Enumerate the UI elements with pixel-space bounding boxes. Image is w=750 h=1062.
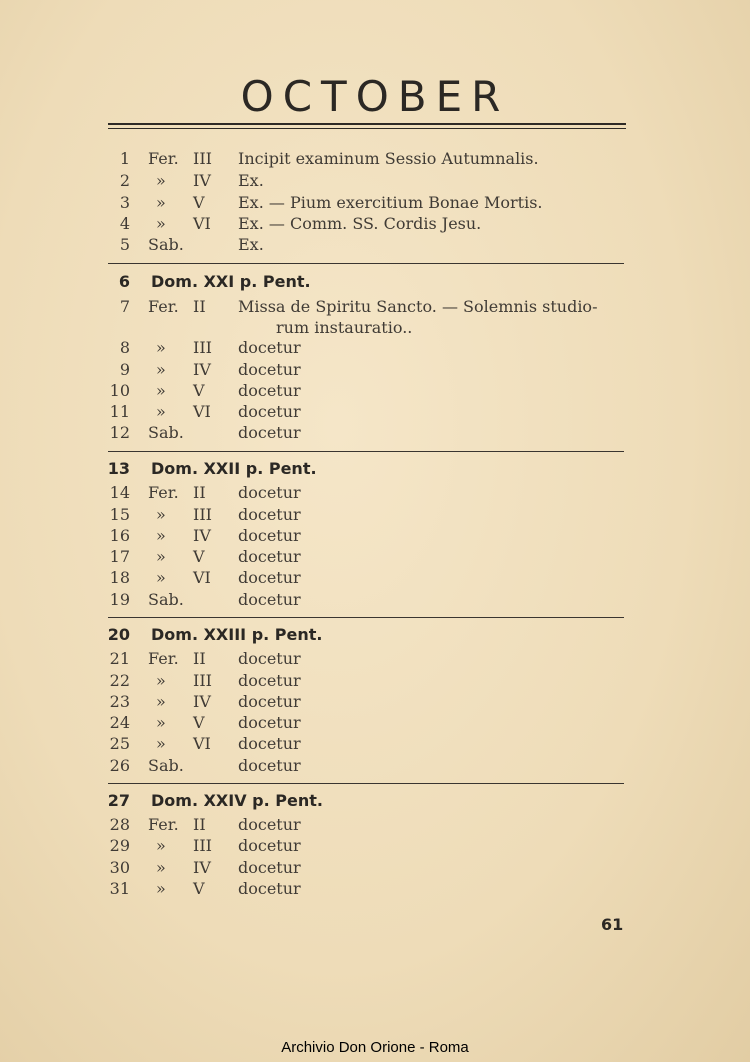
day-number: 2	[119, 171, 130, 190]
day-number: 15	[109, 505, 130, 524]
day-number: 27	[107, 791, 130, 810]
feria-numeral: IV	[193, 171, 211, 190]
feria-numeral: III	[193, 505, 212, 524]
day-note: docetur	[238, 836, 301, 855]
weekday-label: »	[156, 338, 166, 357]
day-note: docetur	[238, 858, 301, 877]
day-note: docetur	[238, 590, 301, 609]
day-number: 11	[109, 402, 130, 421]
feria-numeral: V	[193, 381, 205, 400]
weekday-label: »	[156, 836, 166, 855]
weekday-label: »	[156, 381, 166, 400]
day-note: docetur	[238, 402, 301, 421]
table-row	[0, 755, 750, 777]
day-note: Ex.	[238, 235, 264, 254]
archive-footer: Archivio Don Orione - Roma	[281, 1039, 469, 1056]
feria-numeral: IV	[193, 526, 211, 545]
table-row	[0, 691, 750, 713]
day-number: 4	[119, 214, 130, 233]
feria-numeral: V	[193, 879, 205, 898]
table-row	[0, 525, 750, 547]
day-note: docetur	[238, 756, 301, 775]
weekday-label: »	[156, 547, 166, 566]
weekday-label: Sab.	[148, 590, 184, 609]
feria-numeral: III	[193, 338, 212, 357]
weekday-label: »	[156, 171, 166, 190]
sunday-heading	[0, 789, 750, 813]
table-row	[0, 546, 750, 568]
feria-numeral: III	[193, 149, 212, 168]
day-number: 1	[119, 149, 130, 168]
table-row	[0, 148, 750, 170]
table-row	[0, 213, 750, 235]
day-note: docetur	[238, 423, 301, 442]
table-row	[0, 482, 750, 504]
day-note: docetur	[238, 483, 301, 502]
sunday-label: Dom. XXIV p. Pent.	[151, 791, 323, 810]
weekday-label: »	[156, 505, 166, 524]
day-number: 10	[109, 381, 130, 400]
weekday-label: »	[156, 402, 166, 421]
day-note: docetur	[238, 713, 301, 732]
day-note: Ex.	[238, 171, 264, 190]
feria-numeral: VI	[193, 734, 211, 753]
feria-numeral: III	[193, 836, 212, 855]
day-note: Incipit examinum Sessio Autumnalis.	[238, 149, 539, 168]
table-row	[0, 648, 750, 670]
table-row	[0, 234, 750, 256]
sunday-heading	[0, 623, 750, 647]
weekday-label: »	[156, 193, 166, 212]
table-row	[0, 192, 750, 214]
day-number: 29	[109, 836, 130, 855]
page-title: OCTOBER	[240, 72, 510, 121]
feria-numeral: III	[193, 671, 212, 690]
day-number: 9	[119, 360, 130, 379]
feria-numeral: VI	[193, 214, 211, 233]
day-note: docetur	[238, 671, 301, 690]
day-number: 28	[109, 815, 130, 834]
day-note: docetur	[238, 381, 301, 400]
day-note-continuation: rum instauratio..	[276, 318, 413, 337]
table-row	[0, 814, 750, 836]
table-row	[0, 296, 750, 318]
feria-numeral: II	[193, 483, 206, 502]
day-note: docetur	[238, 734, 301, 753]
weekday-label: Sab.	[148, 756, 184, 775]
feria-numeral: V	[193, 193, 205, 212]
weekday-label: »	[156, 360, 166, 379]
day-note: Missa de Spiritu Sancto. — Solemnis studio-	[238, 297, 598, 316]
table-row	[0, 170, 750, 192]
day-number: 31	[109, 879, 130, 898]
day-number: 26	[109, 756, 130, 775]
day-number: 13	[107, 459, 130, 478]
page-number: 61	[601, 915, 624, 934]
weekday-label: Fer.	[148, 815, 179, 834]
sunday-heading	[0, 457, 750, 481]
day-number: 22	[109, 671, 130, 690]
table-row	[0, 504, 750, 526]
weekday-label: Fer.	[148, 149, 179, 168]
day-number: 3	[119, 193, 130, 212]
weekday-label: Sab.	[148, 423, 184, 442]
sunday-label: Dom. XXII p. Pent.	[151, 459, 317, 478]
day-note: docetur	[238, 568, 301, 587]
day-note: Ex. — Comm. SS. Cordis Jesu.	[238, 214, 482, 233]
table-row	[0, 878, 750, 900]
sunday-heading	[0, 270, 750, 294]
feria-numeral: IV	[193, 692, 211, 711]
day-number: 7	[119, 297, 130, 316]
table-row	[0, 380, 750, 402]
feria-numeral: VI	[193, 568, 211, 587]
day-number: 12	[109, 423, 130, 442]
weekday-label: »	[156, 713, 166, 732]
feria-numeral: V	[193, 547, 205, 566]
table-row	[0, 857, 750, 879]
week-divider	[108, 783, 624, 784]
day-number: 25	[109, 734, 130, 753]
weekday-label: »	[156, 526, 166, 545]
feria-numeral: VI	[193, 402, 211, 421]
feria-numeral: IV	[193, 360, 211, 379]
weekday-label: »	[156, 734, 166, 753]
day-note: docetur	[238, 649, 301, 668]
day-number: 17	[109, 547, 130, 566]
day-number: 8	[119, 338, 130, 357]
day-number: 21	[109, 649, 130, 668]
weekday-label: »	[156, 214, 166, 233]
feria-numeral: V	[193, 713, 205, 732]
day-number: 14	[109, 483, 130, 502]
weekday-label: »	[156, 671, 166, 690]
day-number: 16	[109, 526, 130, 545]
day-number: 20	[107, 625, 130, 644]
feria-numeral: II	[193, 649, 206, 668]
day-note: Ex. — Pium exercitium Bonae Mortis.	[238, 193, 543, 212]
table-row	[0, 835, 750, 857]
day-note: docetur	[238, 547, 301, 566]
table-row	[0, 670, 750, 692]
day-note: docetur	[238, 815, 301, 834]
weekday-label: »	[156, 858, 166, 877]
weekday-label: Fer.	[148, 649, 179, 668]
title-double-rule	[108, 123, 626, 129]
day-note: docetur	[238, 526, 301, 545]
day-number: 30	[109, 858, 130, 877]
weekday-label: Sab.	[148, 235, 184, 254]
feria-numeral: II	[193, 297, 206, 316]
day-note: docetur	[238, 692, 301, 711]
table-row	[0, 733, 750, 755]
table-row	[0, 359, 750, 381]
week-divider	[108, 263, 624, 264]
day-note: docetur	[238, 879, 301, 898]
week-divider	[108, 451, 624, 452]
feria-numeral: II	[193, 815, 206, 834]
table-row	[0, 422, 750, 444]
feria-numeral: IV	[193, 858, 211, 877]
day-note: docetur	[238, 360, 301, 379]
table-row	[0, 589, 750, 611]
weekday-label: Fer.	[148, 483, 179, 502]
day-number: 23	[109, 692, 130, 711]
table-row	[0, 567, 750, 589]
day-note: docetur	[238, 505, 301, 524]
day-number: 18	[109, 568, 130, 587]
sunday-label: Dom. XXI p. Pent.	[151, 272, 311, 291]
sunday-label: Dom. XXIII p. Pent.	[151, 625, 323, 644]
weekday-label: »	[156, 879, 166, 898]
day-number: 24	[109, 713, 130, 732]
table-row	[0, 337, 750, 359]
weekday-label: Fer.	[148, 297, 179, 316]
table-row-continuation	[0, 317, 750, 339]
day-number: 5	[119, 235, 130, 254]
week-divider	[108, 617, 624, 618]
table-row	[0, 712, 750, 734]
day-number: 19	[109, 590, 130, 609]
day-number: 6	[118, 272, 130, 291]
table-row	[0, 401, 750, 423]
day-note: docetur	[238, 338, 301, 357]
weekday-label: »	[156, 568, 166, 587]
weekday-label: »	[156, 692, 166, 711]
